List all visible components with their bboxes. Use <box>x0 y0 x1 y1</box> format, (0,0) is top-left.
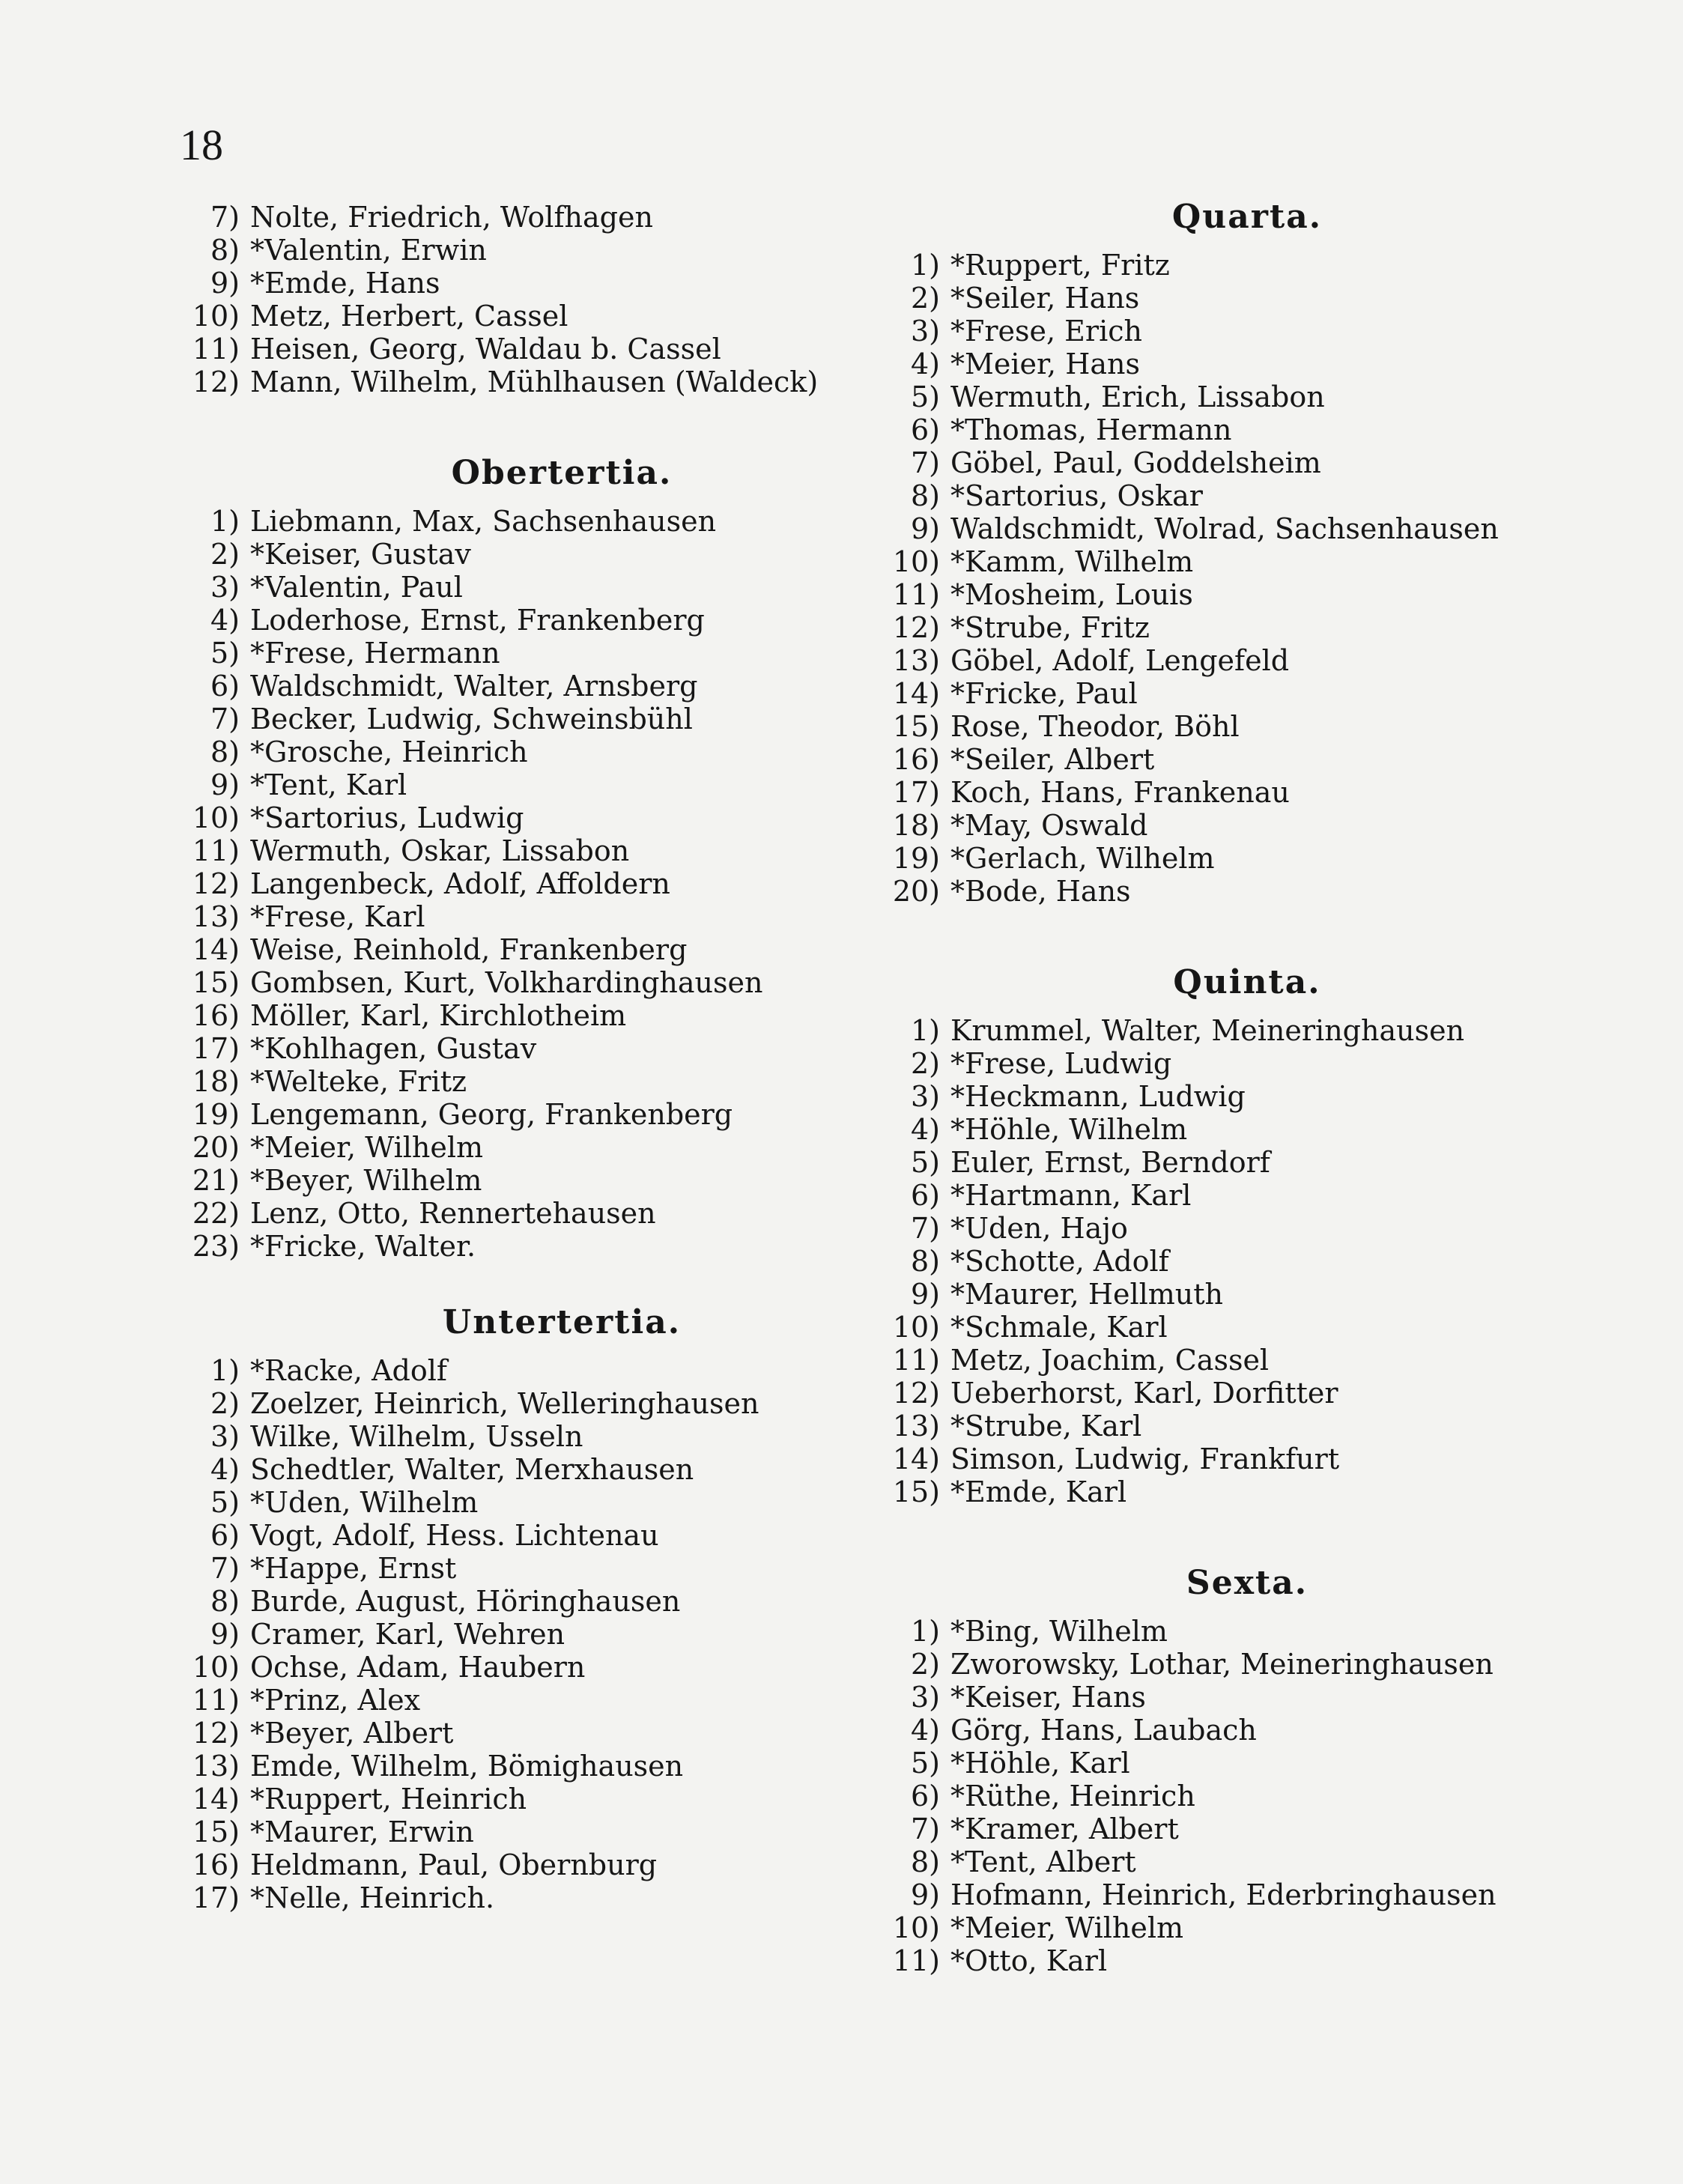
entry-number: 15) <box>192 1816 240 1848</box>
list-item <box>873 545 1532 578</box>
entry-number: 4) <box>210 604 240 637</box>
entry-number: 6) <box>210 670 240 703</box>
list-item <box>873 776 1532 809</box>
student-name: Zworowsky, Lothar, Meineringhausen <box>950 1648 1494 1681</box>
student-name: *Strube, Karl <box>950 1410 1142 1443</box>
entry-number: 19) <box>892 842 940 875</box>
entry-number: 8) <box>210 735 240 768</box>
entry-number: 23) <box>192 1230 240 1263</box>
student-name: Nolte, Friedrich, Wolfhagen <box>250 201 653 234</box>
student-name: Ueberhorst, Karl, Dorfitter <box>950 1377 1338 1410</box>
list-item <box>172 267 846 300</box>
student-name: Koch, Hans, Frankenau <box>950 776 1290 809</box>
student-name: Mann, Wilhelm, Mühlhausen (Waldeck) <box>250 365 819 398</box>
list-item <box>172 900 846 933</box>
entry-number: 11) <box>892 1944 940 1977</box>
entry-number: 5) <box>910 380 940 413</box>
list-item <box>873 611 1532 644</box>
list-item <box>873 1780 1532 1813</box>
entry-number: 13) <box>192 900 240 933</box>
entry-number: 8) <box>910 479 940 512</box>
entry-number: 12) <box>892 611 940 644</box>
left-column <box>172 201 846 1914</box>
student-name: Schedtler, Walter, Merxhausen <box>250 1453 694 1486</box>
list-item <box>172 703 846 735</box>
list-item <box>873 1714 1532 1747</box>
entry-number: 4) <box>910 1714 940 1747</box>
entry-number: 16) <box>892 743 940 776</box>
list-item <box>873 413 1532 446</box>
entry-number: 11) <box>192 834 240 867</box>
list-item <box>172 1552 846 1585</box>
list-item <box>873 1410 1532 1443</box>
entry-number: 13) <box>892 644 940 677</box>
entry-number: 6) <box>910 413 940 446</box>
quarta-heading: Quarta. <box>1171 198 1323 236</box>
student-name: *Gerlach, Wilhelm <box>950 842 1215 875</box>
list-item <box>172 1098 846 1131</box>
list-item <box>873 1911 1532 1944</box>
entry-number: 17) <box>192 1881 240 1914</box>
entry-number: 14) <box>892 677 940 710</box>
sexta-heading: Sexta. <box>1186 1564 1309 1602</box>
entry-number: 11) <box>892 578 940 611</box>
entry-number: 4) <box>910 1113 940 1146</box>
student-name: Euler, Ernst, Berndorf <box>950 1146 1270 1179</box>
entry-number: 7) <box>210 703 240 735</box>
student-name: *Keiser, Gustav <box>250 538 471 571</box>
list-item <box>172 1486 846 1519</box>
entry-number: 6) <box>910 1179 940 1212</box>
entry-number: 13) <box>192 1750 240 1783</box>
list-item <box>873 1212 1532 1245</box>
entry-number: 17) <box>192 1032 240 1065</box>
list-item <box>172 966 846 999</box>
entry-number: 14) <box>892 1443 940 1475</box>
list-item <box>172 1585 846 1618</box>
entry-number: 12) <box>192 365 240 398</box>
list-item <box>172 1848 846 1881</box>
list-item <box>172 637 846 670</box>
student-name: Zoelzer, Heinrich, Welleringhausen <box>250 1387 759 1420</box>
entry-number: 1) <box>910 1615 940 1648</box>
list-item <box>172 670 846 703</box>
entry-number: 7) <box>210 201 240 234</box>
list-item <box>873 1146 1532 1179</box>
student-name: *Ruppert, Fritz <box>950 249 1170 282</box>
entry-number: 2) <box>910 1648 940 1681</box>
student-name: *Mosheim, Louis <box>950 578 1193 611</box>
entry-number: 3) <box>910 1681 940 1714</box>
entry-number: 3) <box>210 1420 240 1453</box>
list-item <box>172 999 846 1032</box>
entry-number: 9) <box>210 768 240 801</box>
entry-number: 9) <box>910 512 940 545</box>
student-name: *Welteke, Fritz <box>250 1065 467 1098</box>
list-item <box>172 1453 846 1486</box>
student-name: *Kamm, Wilhelm <box>950 545 1194 578</box>
student-name: Liebmann, Max, Sachsenhausen <box>250 505 717 538</box>
list-item <box>172 1881 846 1914</box>
student-name: Gombsen, Kurt, Volkhardinghausen <box>250 966 763 999</box>
list-item <box>873 1878 1532 1911</box>
entry-number: 8) <box>210 1585 240 1618</box>
untertertia-heading: Untertertia. <box>442 1303 682 1341</box>
list-item <box>873 1845 1532 1878</box>
student-name: Heldmann, Paul, Obernburg <box>250 1848 658 1881</box>
list-item <box>172 1032 846 1065</box>
entry-number: 8) <box>910 1245 940 1278</box>
list-item <box>873 1179 1532 1212</box>
entry-number: 18) <box>892 809 940 842</box>
list-item <box>172 801 846 834</box>
entry-number: 14) <box>192 933 240 966</box>
student-name: Rose, Theodor, Böhl <box>950 710 1240 743</box>
student-name: *Emde, Karl <box>950 1475 1127 1508</box>
student-name: Lenz, Otto, Rennertehausen <box>250 1197 656 1230</box>
student-name: *Keiser, Hans <box>950 1681 1146 1714</box>
student-name: *Fricke, Walter. <box>250 1230 476 1263</box>
student-name: *Meier, Hans <box>950 348 1140 380</box>
student-name: Wermuth, Oskar, Lissabon <box>250 834 630 867</box>
list-item <box>172 1065 846 1098</box>
obertertia-list <box>172 505 846 1263</box>
entry-number: 2) <box>910 282 940 315</box>
list-item <box>172 1131 846 1164</box>
entry-number: 5) <box>210 637 240 670</box>
list-item <box>873 380 1532 413</box>
student-name: *Frese, Erich <box>950 315 1142 348</box>
list-item <box>172 735 846 768</box>
student-name: Becker, Ludwig, Schweinsbühl <box>250 703 693 735</box>
list-item <box>873 710 1532 743</box>
list-item <box>172 571 846 604</box>
list-item <box>873 1681 1532 1714</box>
list-item <box>873 1615 1532 1648</box>
entry-number: 22) <box>192 1197 240 1230</box>
entry-number: 8) <box>210 234 240 267</box>
student-name: *Valentin, Paul <box>250 571 463 604</box>
entry-number: 19) <box>192 1098 240 1131</box>
list-item <box>172 505 846 538</box>
student-name: *Uden, Hajo <box>950 1212 1128 1245</box>
student-name: *Seiler, Hans <box>950 282 1140 315</box>
student-name: Burde, August, Höringhausen <box>250 1585 681 1618</box>
list-item <box>172 333 846 365</box>
list-item <box>172 538 846 571</box>
entry-number: 7) <box>910 1212 940 1245</box>
entry-number: 17) <box>892 776 940 809</box>
student-name: Wermuth, Erich, Lissabon <box>950 380 1325 413</box>
entry-number: 7) <box>910 1813 940 1845</box>
student-name: *Frese, Hermann <box>250 637 500 670</box>
entry-number: 1) <box>910 249 940 282</box>
list-item <box>172 1420 846 1453</box>
list-item <box>172 201 846 234</box>
entry-number: 12) <box>192 867 240 900</box>
student-name: *Höhle, Wilhelm <box>950 1113 1188 1146</box>
student-name: Cramer, Karl, Wehren <box>250 1618 565 1651</box>
student-name: Heisen, Georg, Waldau b. Cassel <box>250 333 721 365</box>
entry-number: 11) <box>892 1344 940 1377</box>
student-name: *Beyer, Wilhelm <box>250 1164 482 1197</box>
continued-list <box>172 201 846 398</box>
list-item <box>873 446 1532 479</box>
entry-number: 18) <box>192 1065 240 1098</box>
entry-number: 5) <box>910 1146 940 1179</box>
student-name: Lengemann, Georg, Frankenberg <box>250 1098 733 1131</box>
entry-number: 3) <box>210 571 240 604</box>
student-name: *Tent, Albert <box>950 1845 1136 1878</box>
list-item <box>873 809 1532 842</box>
entry-number: 13) <box>892 1410 940 1443</box>
list-item <box>873 1944 1532 1977</box>
list-item <box>172 1651 846 1684</box>
list-item <box>873 249 1532 282</box>
student-name: Göbel, Adolf, Lengefeld <box>950 644 1290 677</box>
student-name: *Bode, Hans <box>950 875 1131 908</box>
list-item <box>873 1443 1532 1475</box>
list-item <box>873 1080 1532 1113</box>
quarta-list <box>873 249 1532 908</box>
list-item <box>873 644 1532 677</box>
list-item <box>873 1813 1532 1845</box>
student-name: Waldschmidt, Wolrad, Sachsenhausen <box>950 512 1499 545</box>
student-name: *Sartorius, Ludwig <box>250 801 524 834</box>
entry-number: 10) <box>892 1311 940 1344</box>
student-name: Waldschmidt, Walter, Arnsberg <box>250 670 698 703</box>
student-name: *Prinz, Alex <box>250 1684 421 1717</box>
list-item <box>873 1014 1532 1047</box>
list-item <box>172 365 846 398</box>
entry-number: 5) <box>910 1747 940 1780</box>
student-name: *Grosche, Heinrich <box>250 735 528 768</box>
student-name: Möller, Karl, Kirchlotheim <box>250 999 627 1032</box>
list-item <box>873 1648 1532 1681</box>
student-name: Görg, Hans, Laubach <box>950 1714 1257 1747</box>
student-name: Wilke, Wilhelm, Usseln <box>250 1420 583 1453</box>
entry-number: 4) <box>210 1453 240 1486</box>
list-item <box>873 1344 1532 1377</box>
student-name: *Sartorius, Oskar <box>950 479 1203 512</box>
student-name: *Kramer, Albert <box>950 1813 1179 1845</box>
list-item <box>873 842 1532 875</box>
list-item <box>873 1113 1532 1146</box>
list-item <box>873 315 1532 348</box>
list-item <box>873 1047 1532 1080</box>
student-name: Weise, Reinhold, Frankenberg <box>250 933 688 966</box>
entry-number: 6) <box>210 1519 240 1552</box>
list-item <box>172 1684 846 1717</box>
student-name: *Happe, Ernst <box>250 1552 457 1585</box>
entry-number: 3) <box>910 1080 940 1113</box>
student-name: Langenbeck, Adolf, Affoldern <box>250 867 670 900</box>
student-name: *Meier, Wilhelm <box>250 1131 484 1164</box>
student-name: *Beyer, Albert <box>250 1717 454 1750</box>
page-number: 18 <box>180 121 223 169</box>
list-item <box>172 867 846 900</box>
student-name: *May, Oswald <box>950 809 1148 842</box>
list-item <box>873 512 1532 545</box>
entry-number: 2) <box>910 1047 940 1080</box>
list-item <box>172 834 846 867</box>
list-item <box>873 348 1532 380</box>
student-name: *Frese, Ludwig <box>950 1047 1172 1080</box>
entry-number: 7) <box>210 1552 240 1585</box>
student-name: *Racke, Adolf <box>250 1354 447 1387</box>
student-name: *Schotte, Adolf <box>950 1245 1169 1278</box>
entry-number: 14) <box>192 1783 240 1816</box>
student-name: Ochse, Adam, Haubern <box>250 1651 586 1684</box>
student-name: *Fricke, Paul <box>950 677 1138 710</box>
student-name: *Thomas, Hermann <box>950 413 1232 446</box>
entry-number: 9) <box>210 267 240 300</box>
student-name: *Heckmann, Ludwig <box>950 1080 1246 1113</box>
list-item <box>172 1354 846 1387</box>
entry-number: 10) <box>192 1651 240 1684</box>
entry-number: 15) <box>192 966 240 999</box>
student-name: Metz, Herbert, Cassel <box>250 300 568 333</box>
entry-number: 12) <box>192 1717 240 1750</box>
sexta-list <box>873 1615 1532 1977</box>
list-item <box>172 933 846 966</box>
student-name: *Valentin, Erwin <box>250 234 487 267</box>
student-name: *Strube, Fritz <box>950 611 1150 644</box>
entry-number: 4) <box>910 348 940 380</box>
entry-number: 21) <box>192 1164 240 1197</box>
student-name: *Kohlhagen, Gustav <box>250 1032 537 1065</box>
entry-number: 1) <box>210 505 240 538</box>
list-item <box>172 1230 846 1263</box>
entry-number: 16) <box>192 1848 240 1881</box>
student-name: *Schmale, Karl <box>950 1311 1168 1344</box>
entry-number: 10) <box>892 1911 940 1944</box>
student-name: *Höhle, Karl <box>950 1747 1130 1780</box>
student-name: *Tent, Karl <box>250 768 407 801</box>
student-name: *Uden, Wilhelm <box>250 1486 479 1519</box>
student-name: Loderhose, Ernst, Frankenberg <box>250 604 705 637</box>
list-item <box>172 768 846 801</box>
entry-number: 1) <box>210 1354 240 1387</box>
student-name: *Frese, Karl <box>250 900 425 933</box>
list-item <box>873 1475 1532 1508</box>
student-name: *Emde, Hans <box>250 267 440 300</box>
untertertia-list <box>172 1354 846 1914</box>
student-name: Emde, Wilhelm, Bömighausen <box>250 1750 684 1783</box>
entry-number: 11) <box>192 333 240 365</box>
entry-number: 15) <box>892 710 940 743</box>
list-item <box>172 1750 846 1783</box>
student-name: *Rüthe, Heinrich <box>950 1780 1195 1813</box>
list-item <box>172 300 846 333</box>
student-name: *Nelle, Heinrich. <box>250 1881 495 1914</box>
list-item <box>172 1618 846 1651</box>
list-item <box>873 282 1532 315</box>
list-item <box>172 1164 846 1197</box>
entry-number: 8) <box>910 1845 940 1878</box>
entry-number: 9) <box>210 1618 240 1651</box>
entry-number: 7) <box>910 446 940 479</box>
entry-number: 10) <box>892 545 940 578</box>
entry-number: 1) <box>910 1014 940 1047</box>
list-item <box>873 1278 1532 1311</box>
list-item <box>873 743 1532 776</box>
list-item <box>873 1377 1532 1410</box>
student-name: Krummel, Walter, Meineringhausen <box>950 1014 1465 1047</box>
quinta-list <box>873 1014 1532 1508</box>
entry-number: 11) <box>192 1684 240 1717</box>
entry-number: 3) <box>910 315 940 348</box>
entry-number: 12) <box>892 1377 940 1410</box>
entry-number: 20) <box>192 1131 240 1164</box>
entry-number: 9) <box>910 1878 940 1911</box>
entry-number: 2) <box>210 538 240 571</box>
list-item <box>873 1245 1532 1278</box>
list-item <box>873 578 1532 611</box>
list-item <box>172 1387 846 1420</box>
student-name: *Ruppert, Heinrich <box>250 1783 527 1816</box>
entry-number: 5) <box>210 1486 240 1519</box>
student-name: Metz, Joachim, Cassel <box>950 1344 1270 1377</box>
student-name: Simson, Ludwig, Frankfurt <box>950 1443 1340 1475</box>
entry-number: 9) <box>910 1278 940 1311</box>
list-item <box>172 1816 846 1848</box>
student-name: *Maurer, Erwin <box>250 1816 474 1848</box>
entry-number: 15) <box>892 1475 940 1508</box>
student-name: Göbel, Paul, Goddelsheim <box>950 446 1321 479</box>
student-name: *Otto, Karl <box>950 1944 1108 1977</box>
list-item <box>873 1311 1532 1344</box>
student-name: *Hartmann, Karl <box>950 1179 1192 1212</box>
student-name: *Meier, Wilhelm <box>950 1911 1184 1944</box>
entry-number: 10) <box>192 801 240 834</box>
student-name: *Seiler, Albert <box>950 743 1155 776</box>
entry-number: 16) <box>192 999 240 1032</box>
list-item <box>873 1747 1532 1780</box>
list-item <box>172 1717 846 1750</box>
student-name: *Maurer, Hellmuth <box>950 1278 1224 1311</box>
student-name: Hofmann, Heinrich, Ederbringhausen <box>950 1878 1496 1911</box>
list-item <box>873 875 1532 908</box>
list-item <box>873 677 1532 710</box>
list-item <box>172 1783 846 1816</box>
entry-number: 2) <box>210 1387 240 1420</box>
entry-number: 10) <box>192 300 240 333</box>
entry-number: 6) <box>910 1780 940 1813</box>
list-item <box>172 1519 846 1552</box>
list-item <box>172 604 846 637</box>
list-item <box>172 234 846 267</box>
student-name: *Bing, Wilhelm <box>950 1615 1168 1648</box>
entry-number: 20) <box>892 875 940 908</box>
student-name: Vogt, Adolf, Hess. Lichtenau <box>250 1519 659 1552</box>
obertertia-heading: Obertertia. <box>451 454 673 492</box>
right-column <box>873 198 1532 1977</box>
list-item <box>873 479 1532 512</box>
quinta-heading: Quinta. <box>1173 963 1321 1001</box>
list-item <box>172 1197 846 1230</box>
